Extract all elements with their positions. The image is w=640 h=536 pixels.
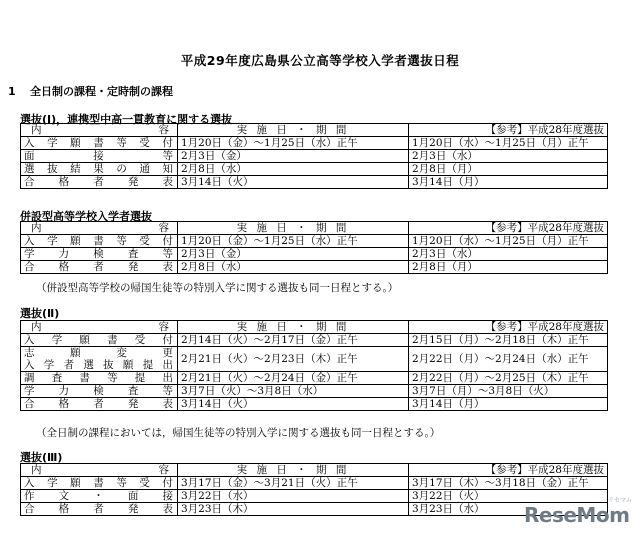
header-when: 実 施 日 ・ 期 間 [178,222,409,235]
header-when: 実 施 日 ・ 期 間 [178,124,409,137]
row-item: 選抜結果の通知 [21,163,178,176]
header-item: 内 容 [21,124,178,137]
row-date: 2月8日（水） [178,163,409,176]
row-date: 2月3日（金） [178,248,409,261]
row-item: 入学願書等受付 [21,137,178,150]
table-row [21,372,608,385]
table-row [21,235,608,248]
block-title-senbatsu-2: 選抜(Ⅱ) [20,307,60,320]
row-date: 3月14日（火） [178,398,409,411]
note-heisetsu: （併設型高等学校の帰国生徒等の特別入学に関する選抜も同一日程とする。） [36,282,399,294]
table-row [21,490,608,503]
table-row [21,477,608,490]
header-ref: 【参考】平成28年度選抜 [409,464,608,477]
schedule-table-heisetsu [20,221,608,274]
note-senbatsu-2: （全日制の課程においては，帰国生徒等の特別入学に関する選抜も同一日程とする。） [36,427,441,439]
row-date: 2月3日（金） [178,150,409,163]
row-date: 2月8日（水） [178,261,409,274]
header-when: 実 施 日 ・ 期 間 [178,464,409,477]
row-ref-date: 3月23日（水） [409,503,608,516]
row-date: 1月20日（金）～1月25日（水）正午 [178,235,409,248]
row-date: 2月14日（火）～2月17日（金）正午 [178,334,409,347]
row-ref-date: 2月8日（月） [409,163,608,176]
row-ref-date: 3月14日（月） [409,176,608,189]
row-ref-date: 1月20日（水）～1月25日（月）正午 [409,137,608,150]
table-row [21,334,608,347]
block-title-senbatsu-1: 選抜(Ⅰ)，連携型中高一貫教育に関する選抜 [20,113,233,126]
row-ref-date: 2月3日（水） [409,248,608,261]
table-row [21,398,608,411]
row-date: 3月7日（火）～3月8日（水） [178,385,409,398]
header-ref: 【参考】平成28年度選抜 [409,124,608,137]
table-row [21,176,608,189]
table-row [21,137,608,150]
table-row [21,347,608,372]
table-row [21,163,608,176]
resemom-logo [524,497,634,531]
row-item: 調査書等提出 [21,372,178,385]
row-item-line: 入学者選抜願提出 [24,359,174,371]
row-item: 入学願書等受付 [21,477,178,490]
header-ref: 【参考】平成28年度選抜 [409,321,608,334]
header-item: 内 容 [21,222,178,235]
block-title-senbatsu-3: 選抜(Ⅲ) [20,451,63,464]
page-title: 平成29年度広島県公立高等学校入学者選抜日程 [180,53,460,68]
header-item: 内 容 [21,464,178,477]
row-item: 合格者発表 [21,398,178,411]
row-item: 学力検査等 [21,248,178,261]
row-item [21,347,178,372]
row-ref-date: 3月22日（火） [409,490,608,503]
row-item: 入学願書等受付 [21,235,178,248]
row-ref-date: 3月7日（月）～3月8日（火） [409,385,608,398]
section-number: 1 [8,85,16,98]
table-header-row [21,124,608,137]
table-header-row [21,464,608,477]
header-item: 内 容 [21,321,178,334]
header-ref: 【参考】平成28年度選抜 [409,222,608,235]
row-item: 学力検査等 [21,385,178,398]
table-row [21,150,608,163]
schedule-table-senbatsu-2 [20,320,608,411]
row-date: 2月21日（火）～2月24日（金）正午 [178,372,409,385]
row-ref-date: 2月15日（月）～2月18日（木）正午 [409,334,608,347]
row-item: 合格者発表 [21,503,178,516]
section-heading [8,83,173,99]
table-row [21,503,608,516]
row-ref-date: 2月3日（水） [409,150,608,163]
row-date: 3月22日（水） [178,490,409,503]
row-item: 面接等 [21,150,178,163]
table-row [21,261,608,274]
row-ref-date: 3月14日（月） [409,398,608,411]
table-header-row [21,321,608,334]
row-item: 合格者発表 [21,261,178,274]
row-item: 作文・面接 [21,490,178,503]
row-item: 入学願書受付 [21,334,178,347]
schedule-table-senbatsu-1 [20,123,608,189]
table-header-row [21,222,608,235]
row-date: 2月21日（火）～2月23日（木）正午 [178,347,409,372]
row-ref-date: 2月22日（月）～2月24日（水）正午 [409,347,608,372]
row-ref-date: 2月8日（月） [409,261,608,274]
row-date: 1月20日（金）～1月25日（水）正午 [178,137,409,150]
header-when: 実 施 日 ・ 期 間 [178,321,409,334]
table-row [21,385,608,398]
row-ref-date: 3月17日（木）～3月18日（金）正午 [409,477,608,490]
row-date: 3月14日（火） [178,176,409,189]
resemom-logo-sub: リセマム [608,497,632,504]
row-item: 合格者発表 [21,176,178,189]
row-ref-date: 1月20日（水）～1月25日（月）正午 [409,235,608,248]
table-row [21,248,608,261]
row-date: 3月17日（金）～3月21日（火）正午 [178,477,409,490]
schedule-table-senbatsu-3 [20,463,608,516]
resemom-logo-text: ReseMom [524,503,630,527]
row-item-line: 志願変更 [24,347,174,359]
row-date: 3月23日（木） [178,503,409,516]
block-title-heisetsu: 併設型高等学校入学者選抜 [20,210,152,223]
row-ref-date: 2月22日（月）～2月25日（木）正午 [409,372,608,385]
section-label: 全日制の課程・定時制の課程 [30,85,173,98]
